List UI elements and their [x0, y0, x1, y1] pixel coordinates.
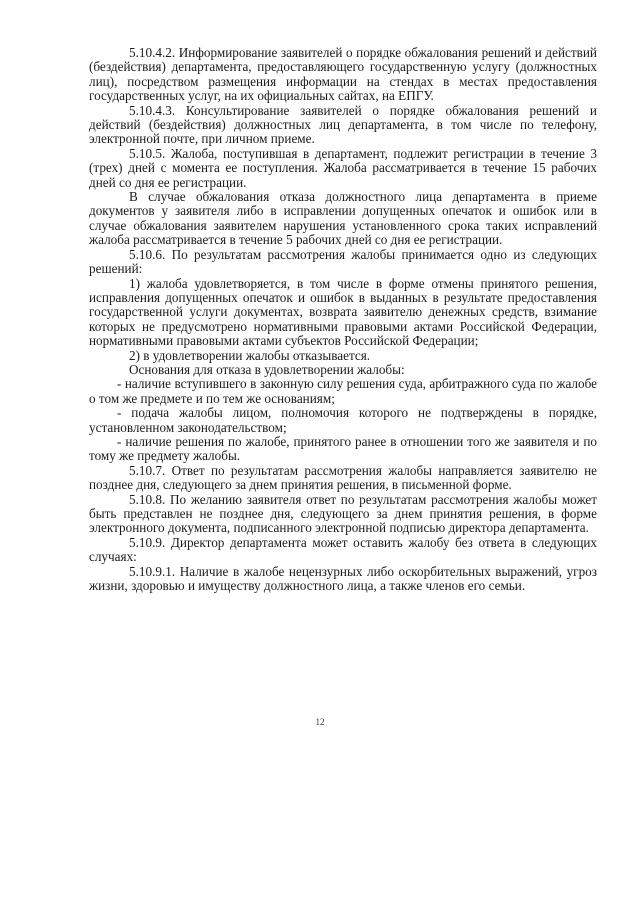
paragraph-ground-prior-decision: - наличие решения по жалобе, принятого ранее в отношении того же заявителя и по тому же предмету жалобы. — [89, 433, 597, 464]
paragraph-5-10-5: 5.10.5. Жалоба, поступившая в департамент, подлежит регистрации в течение 3 (трех) дней с момента ее поступления. Жалоба рассматривается в течение 15 рабочих дней со дня ее регистрации. — [89, 145, 597, 190]
paragraph-refusal-grounds: Основания для отказа в удовлетворении жалобы: — [129, 361, 405, 377]
paragraph-5-10-7: 5.10.7. Ответ по результатам рассмотрения жалобы направляется заявителю не позднее дня, следующего за днем принятия решения, в письменной форме. — [89, 462, 597, 493]
paragraph-ground-court: - наличие вступившего в законную силу решения суда, арбитражного суда по жалобе о том же предмете и по тем же основаниям; — [89, 376, 597, 406]
paragraph-refusal-case: В случае обжалования отказа должностного лица департамента в приеме документов у заявителя либо в исправлении допущенных опечаток и ошибок или в случае обжалования заявителем нарушения установленного срока таких исправлений жалоба рассматривается в течение 5 рабочих дней со дня ее регистрации. — [89, 189, 597, 248]
paragraph-decision-1: 1) жалоба удовлетворяется, в том числе в форме отмены принятого решения, исправления допущенных опечаток и ошибок в выданных в результате предоставления государственной услуги документах, возврата заявителю денежных средств, взимание которых не предусмотрено нормативными правовыми актами Российской Федерации, нормативными правовыми актами субъектов Российской Федерации; — [89, 275, 597, 349]
paragraph-5-10-8: 5.10.8. По желанию заявителя ответ по результатам рассмотрения жалобы может быть представлен не позднее дня, следующего за днем принятия решения, в форме электронного документа, подписанного электронной подписью директора департамента. — [89, 491, 597, 536]
paragraph-5-10-9-1: 5.10.9.1. Наличие в жалобе нецензурных либо оскорбительных выражений, угроз жизни, здоровью и имуществу должностного лица, а также членов его семьи. — [89, 563, 597, 594]
page-number: 12 — [315, 717, 325, 727]
paragraph-ground-authority: - подача жалобы лицом, полномочия которого не подтверждены в порядке, установленном законодательством; — [89, 405, 597, 435]
paragraph-5-10-4-2: 5.10.4.2. Информирование заявителей о порядке обжалования решений и действий (бездействия) департамента, предоставляющего государственную услугу (должностных лиц), посредством размещения информации на стендах в местах предоставления государственных услуг, на их официальных сайтах, на ЕПГУ. — [89, 45, 597, 104]
paragraph-decision-2: 2) в удовлетворении жалобы отказывается. — [129, 347, 371, 363]
paragraph-5-10-6: 5.10.6. По результатам рассмотрения жалобы принимается одно из следующих решений: — [89, 246, 597, 277]
document-body — [89, 46, 597, 593]
paragraph-5-10-9: 5.10.9. Директор департамента может оставить жалобу без ответа в следующих случаях: — [89, 534, 597, 565]
paragraph-5-10-4-3: 5.10.4.3. Консультирование заявителей о порядке обжалования решений и действий (бездействия) должностных лиц департамента, в том числе по телефону, электронной почте, при личном приеме. — [89, 102, 597, 147]
